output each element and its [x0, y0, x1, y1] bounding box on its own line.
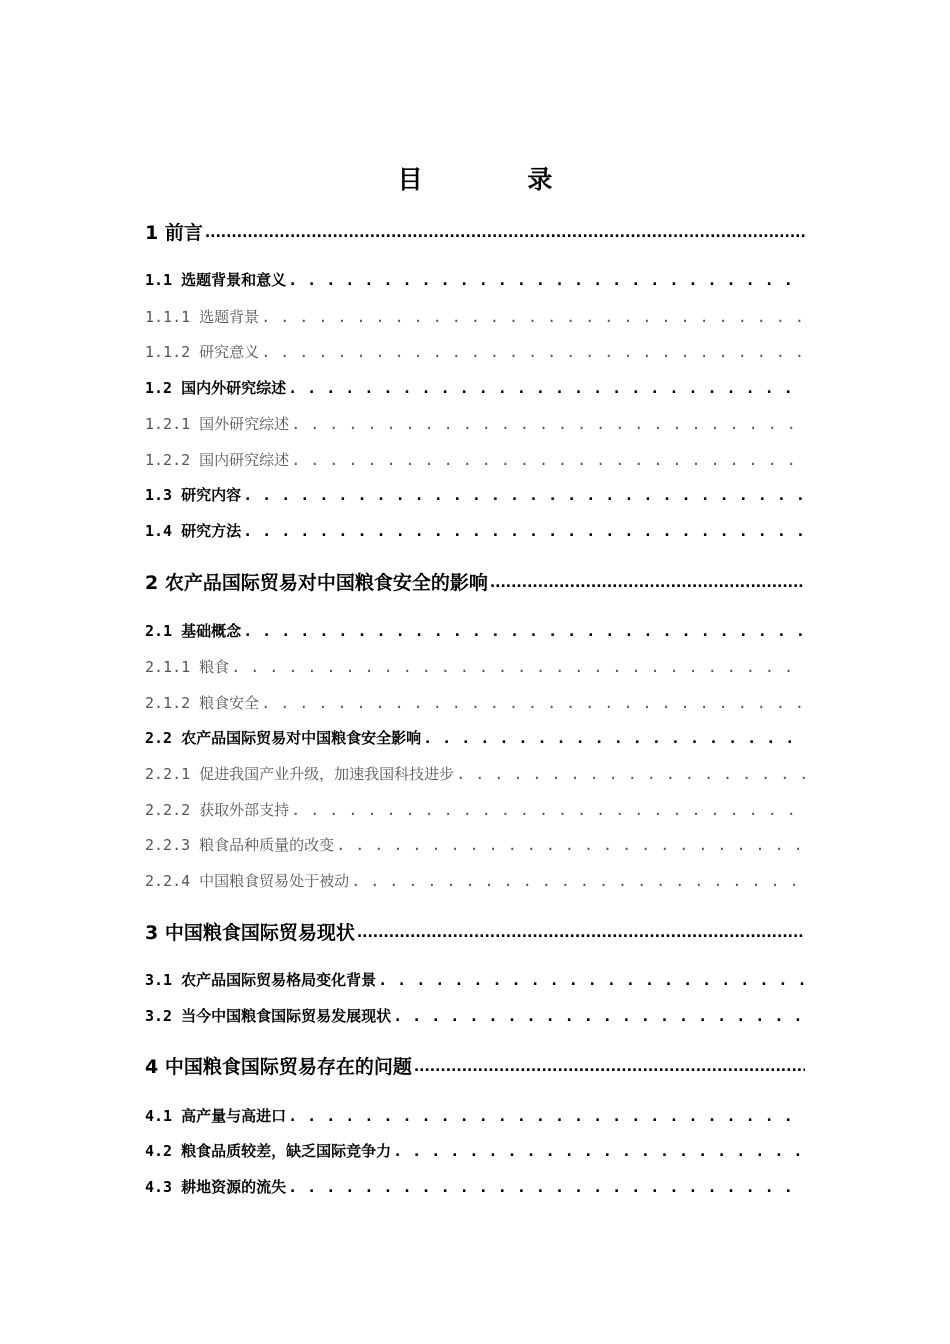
- toc-entry[interactable]: [145, 413, 805, 435]
- toc-entry[interactable]: [145, 656, 805, 678]
- toc-entry[interactable]: [145, 834, 805, 856]
- toc-entry[interactable]: [145, 918, 805, 946]
- toc-entry-label: 2.2.1 促进我国产业升级，加速我国科技进步: [145, 765, 455, 783]
- toc-entry[interactable]: [145, 620, 805, 642]
- toc-entry[interactable]: [145, 306, 805, 328]
- dot-leader: [456, 763, 805, 785]
- dot-leader: [261, 341, 805, 363]
- toc-entry-label: 1.2.2 国内研究综述: [145, 451, 290, 469]
- dot-leader: [378, 969, 805, 991]
- toc-entry[interactable]: [145, 1176, 805, 1198]
- dot-leader: [243, 520, 805, 542]
- dot-leader: [490, 568, 805, 596]
- dot-leader: [243, 620, 805, 642]
- toc-entry-label: 1.3 研究内容: [145, 486, 242, 504]
- toc-entry-label: 1 前言: [145, 222, 203, 244]
- toc-entry-label: 3.2 当今中国粮食国际贸易发展现状: [145, 1007, 392, 1025]
- toc-entry-label: 3 中国粮食国际贸易现状: [145, 922, 355, 944]
- toc-entry-label: 1.4 研究方法: [145, 522, 242, 540]
- toc-entry[interactable]: [145, 1140, 805, 1162]
- toc-entry[interactable]: [145, 1052, 805, 1080]
- dot-leader: [288, 269, 805, 291]
- toc-entry[interactable]: [145, 341, 805, 363]
- toc-entry[interactable]: [145, 449, 805, 471]
- dot-leader: [423, 727, 805, 749]
- dot-leader: [243, 484, 805, 506]
- toc-entry-label: 4.1 高产量与高进口: [145, 1107, 287, 1125]
- toc-entry[interactable]: [145, 377, 805, 399]
- dot-leader: [393, 1140, 805, 1162]
- toc-entry[interactable]: [145, 484, 805, 506]
- dot-leader: [336, 834, 805, 856]
- dot-leader: [261, 306, 805, 328]
- toc-entry-label: 4 中国粮食国际贸易存在的问题: [145, 1056, 412, 1078]
- toc-entry-label: 1.2 国内外研究综述: [145, 379, 287, 397]
- dot-leader: [288, 1176, 805, 1198]
- dot-leader: [205, 218, 805, 246]
- dot-leader: [351, 870, 805, 892]
- dot-leader: [291, 413, 805, 435]
- toc-entry-label: 2.1.2 粮食安全: [145, 694, 260, 712]
- dot-leader: [288, 377, 805, 399]
- toc-entry-label: 2.2 农产品国际贸易对中国粮食安全影响: [145, 729, 422, 747]
- toc-entry-label: 1.1.1 选题背景: [145, 308, 260, 326]
- toc-entry-label: 2.2.4 中国粮食贸易处于被动: [145, 872, 350, 890]
- dot-leader: [414, 1052, 805, 1080]
- toc-entry[interactable]: [145, 799, 805, 821]
- toc-entry[interactable]: [145, 218, 805, 246]
- toc-entry[interactable]: [145, 692, 805, 714]
- dot-leader: [357, 918, 805, 946]
- toc-entry-label: 1.2.1 国外研究综述: [145, 415, 290, 433]
- toc-entry[interactable]: [145, 870, 805, 892]
- dot-leader: [393, 1005, 805, 1027]
- dot-leader: [261, 692, 805, 714]
- toc-entry-label: 2 农产品国际贸易对中国粮食安全的影响: [145, 572, 488, 594]
- toc-entry[interactable]: [145, 269, 805, 291]
- toc-title: 目 录: [397, 165, 601, 194]
- toc-entry[interactable]: [145, 969, 805, 991]
- toc-entry-label: 2.2.2 获取外部支持: [145, 801, 290, 819]
- dot-leader: [291, 799, 805, 821]
- dot-leader: [288, 1105, 805, 1127]
- toc-entry[interactable]: [145, 520, 805, 542]
- toc-entry[interactable]: [145, 1005, 805, 1027]
- toc-entry[interactable]: [145, 568, 805, 596]
- toc-entry-label: 1.1 选题背景和意义: [145, 271, 287, 289]
- toc-entry[interactable]: [145, 1105, 805, 1127]
- toc-entry[interactable]: [145, 727, 805, 749]
- toc-entry-label: 4.3 耕地资源的流失: [145, 1178, 287, 1196]
- toc-entry-label: 4.2 粮食品质较差，缺乏国际竞争力: [145, 1142, 392, 1160]
- toc-entry-label: 3.1 农产品国际贸易格局变化背景: [145, 971, 377, 989]
- toc-entry-label: 2.1.1 粮食: [145, 658, 230, 676]
- dot-leader: [291, 449, 805, 471]
- dot-leader: [231, 656, 805, 678]
- toc-entry[interactable]: [145, 763, 805, 785]
- toc-entry-label: 2.1 基础概念: [145, 622, 242, 640]
- toc-entry-label: 1.1.2 研究意义: [145, 343, 260, 361]
- toc-entry-label: 2.2.3 粮食品种质量的改变: [145, 836, 335, 854]
